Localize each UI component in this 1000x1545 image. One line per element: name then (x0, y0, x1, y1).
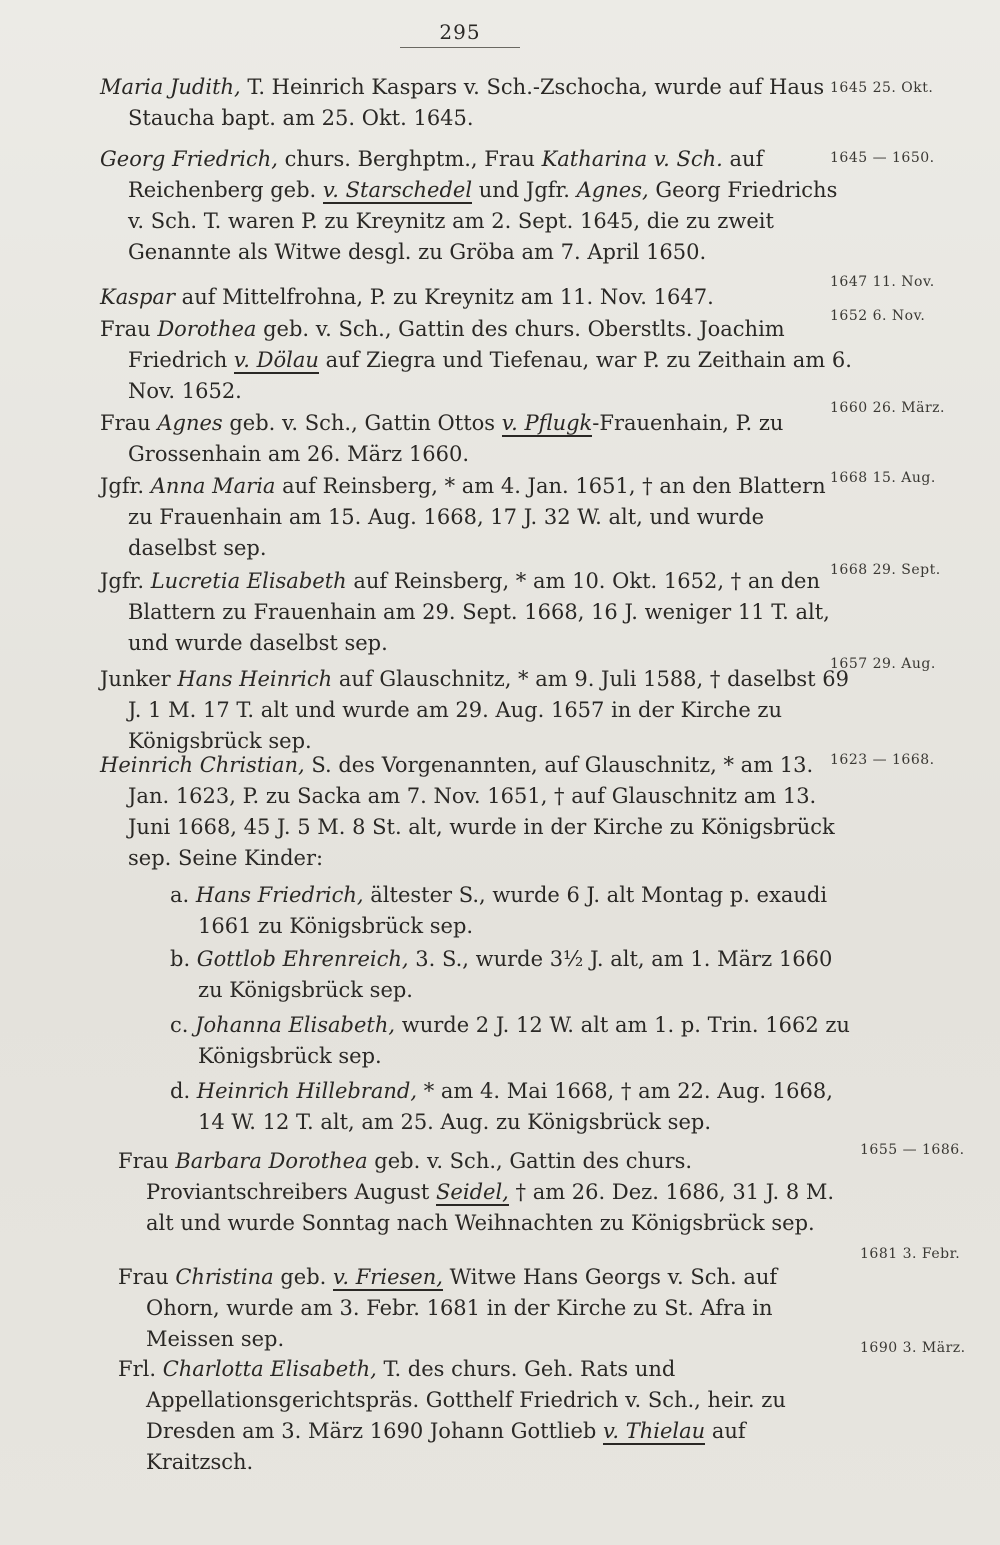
entry-heinrich-christian: Heinrich Christian, S. des Vorgenannten, auf Glauschnitz, * am 13. Jan. 1623, P. zu Sacka am 7. Nov. 1651, † auf Glauschnitz am 13. Juni 1668, 45 J. 5 M. 8 St. alt, wurde in der Kirche zu Königsbrück sep. Seine Kinder: (100, 753, 835, 870)
entry-agnes: Frau Agnes geb. v. Sch., Gattin Ottos v. Pflugk-Frauenhain, P. zu Grossenhain am 26. März 1660. (100, 411, 784, 466)
entry-kaspar: Kaspar auf Mittelfrohna, P. zu Kreynitz am 11. Nov. 1647. (100, 285, 714, 309)
margin-date: 1657 29. Aug. (830, 656, 936, 672)
entry-hans-heinrich: Junker Hans Heinrich auf Glauschnitz, * am 9. Juli 1588, † daselbst 69 J. 1 M. 17 T. alt und wurde am 29. Aug. 1657 in der Kirche zu Königsbrück sep. (100, 667, 850, 753)
entry-barbara-dorothea: Frau Barbara Dorothea geb. v. Sch., Gattin des churs. Proviantschreibers August Seidel, † am 26. Dez. 1686, 31 J. 8 M. alt und wurde Sonntag nach Weihnachten zu Königsbrück sep. (118, 1149, 835, 1235)
entry-georg-friedrich: Georg Friedrich, churs. Berghptm., Frau Katharina v. Sch. auf Reichenberg geb. v. Starschedel und Jgfr. Agnes, Georg Friedrichs v. Sch. T. waren P. zu Kreynitz am 2. Sept. 1645, die zu zweit Genannte als Witwe desgl. zu Gröba am 7. April 1650. (100, 147, 838, 264)
child-entry-d: d. Heinrich Hillebrand, * am 4. Mai 1668, † am 22. Aug. 1668, 14 W. 12 T. alt, am 25. Aug. zu Königsbrück sep. (170, 1079, 833, 1134)
entry-christina: Frau Christina geb. v. Friesen, Witwe Hans Georgs v. Sch. auf Ohorn, wurde am 3. Febr. 1681 in der Kirche zu St. Afra in Meissen sep. (118, 1265, 778, 1351)
entry-maria-judith: Maria Judith, T. Heinrich Kaspars v. Sch.-Zschocha, wurde auf Haus Staucha bapt. am 25. Okt. 1645. (100, 75, 825, 130)
margin-date: 1623 — 1668. (830, 752, 935, 768)
entry-lucretia-elisabeth: Jgfr. Lucretia Elisabeth auf Reinsberg, * am 10. Okt. 1652, † an den Blattern zu Frauenhain am 29. Sept. 1668, 16 J. weniger 11 T. alt, und wurde daselbst sep. (100, 569, 830, 655)
margin-date: 1645 — 1650. (830, 150, 935, 166)
margin-date: 1645 25. Okt. (830, 80, 934, 96)
child-entry-a: a. Hans Friedrich, ältester S., wurde 6 J. alt Montag p. exaudi 1661 zu Königsbrück sep. (170, 883, 828, 938)
margin-date: 1681 3. Febr. (860, 1246, 961, 1262)
margin-date: 1655 — 1686. (860, 1142, 965, 1158)
child-entry-c: c. Johanna Elisabeth, wurde 2 J. 12 W. alt am 1. p. Trin. 1662 zu Königsbrück sep. (170, 1013, 850, 1068)
margin-date: 1668 29. Sept. (830, 562, 941, 578)
entry-anna-maria: Jgfr. Anna Maria auf Reinsberg, * am 4. Jan. 1651, † an den Blattern zu Frauenhain am 15. Aug. 1668, 17 J. 32 W. alt, und wurde daselbst sep. (100, 474, 826, 560)
margin-date: 1668 15. Aug. (830, 470, 936, 486)
entry-dorothea: Frau Dorothea geb. v. Sch., Gattin des churs. Oberstlts. Joachim Friedrich v. Dölau auf Ziegra und Tiefenau, war P. zu Zeithain am 6. Nov. 1652. (100, 317, 852, 403)
child-entry-b: b. Gottlob Ehrenreich, 3. S., wurde 3½ J. alt, am 1. März 1660 zu Königsbrück sep. (170, 947, 833, 1002)
entry-charlotta-elisabeth: Frl. Charlotta Elisabeth, T. des churs. Geh. Rats und Appellationsgerichtspräs. Gotthelf Friedrich v. Sch., heir. zu Dresden am 3. März 1690 Johann Gottlieb v. Thielau auf Kraitzsch. (118, 1357, 786, 1474)
header-rule (400, 47, 520, 48)
margin-date: 1690 3. März. (860, 1340, 966, 1356)
margin-date: 1660 26. März. (830, 400, 945, 416)
margin-date: 1647 11. Nov. (830, 274, 935, 290)
margin-date: 1652 6. Nov. (830, 308, 926, 324)
page-number: 295 (439, 20, 481, 44)
